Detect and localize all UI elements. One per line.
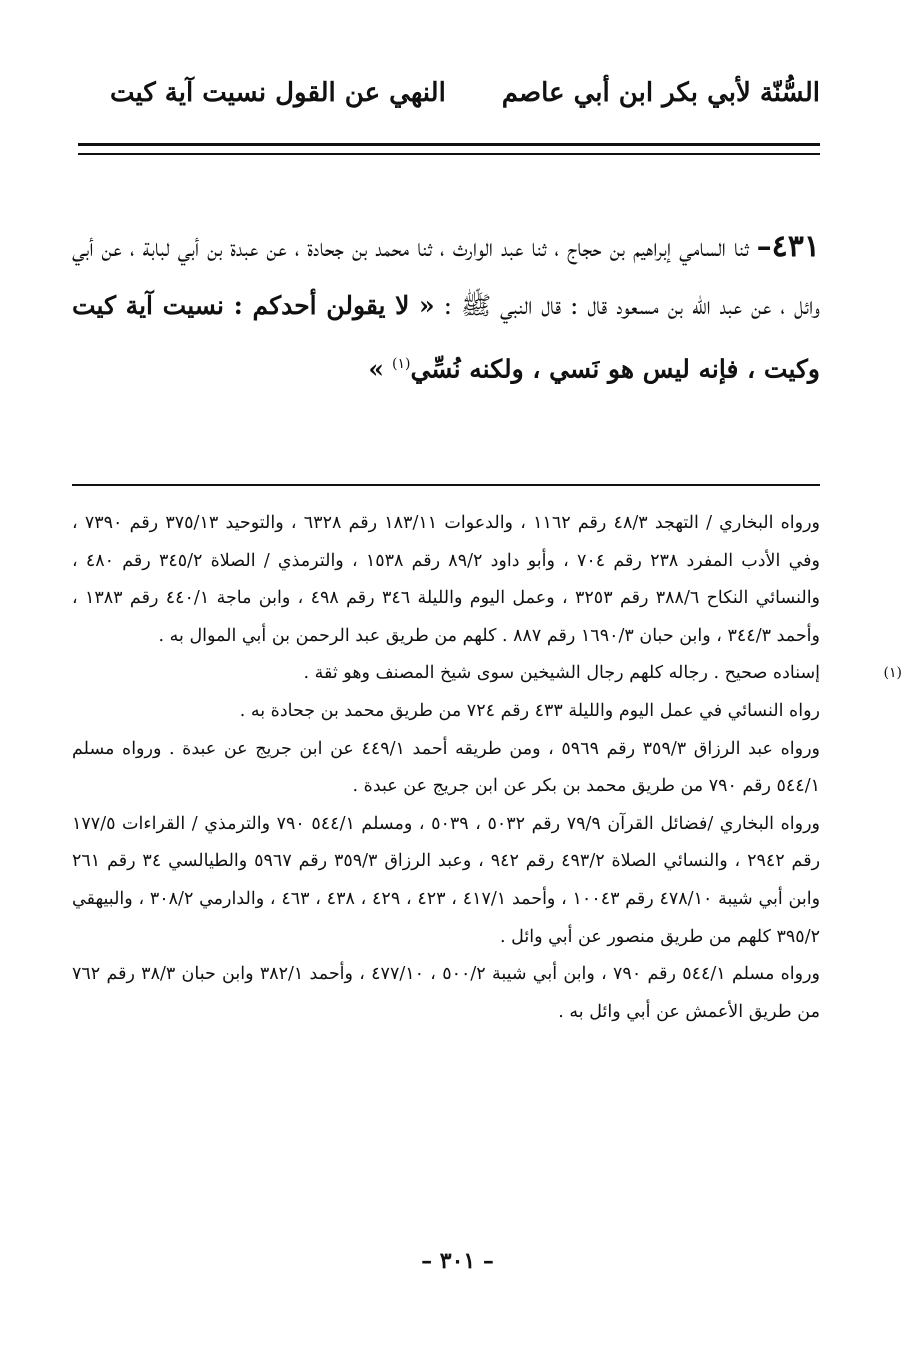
footnote-marker: (١) [883, 665, 902, 682]
hadith-dash: – [756, 229, 772, 264]
footnote-1-para-4: ورواه البخاري /فضائل القرآن ٧٩/٩ رقم ٥٠٣٢ ، ٥٠٣٩ ، ومسلم ٥٤٤/١ ٧٩٠ والترمذي / القراءات ١٧٧/٥ رقم ٢٩٤٢ ، والنسائي الصلاة ٤٩٣/٢ رقم ٩٤٢ ، وعبد الرزاق ٣٥٩/٣ رقم ٥٩٦٧ والطيالسي ٣٤ رقم ٢٦١ وابن أبي شيبة ٤٧٨/١٠ رقم ١٠٠٤٣ ، وأحمد ٤١٧/١ ، ٤٢٣ ، ٤٢٩ ، ٤٣٨ ، ٤٦٣ ، والدارمي ٣٠٨/٢ ، والبيهقي ٣٩٥/٢ كلهم من طريق منصور عن أبي وائل . [72, 813, 821, 947]
quote-close: » [368, 354, 385, 384]
footnote-1-para-3: ورواه عبد الرزاق ٣٥٩/٣ رقم ٥٩٦٩ ، ومن طريقه أحمد ٤٤٩/١ عن ابن جريج عن عبدة . ورواه مسلم ٥٤٤/١ رقم ٧٩٠ من طريق محمد بن بكر عن ابن جريج عن عبدة . [72, 738, 820, 797]
footnote-1-line-1 [72, 655, 902, 693]
footnote-1-para-2: رواه النسائي في عمل اليوم والليلة ٤٣٣ رقم ٧٢٤ من طريق محمد بن جحادة به . [239, 700, 820, 721]
chapter-title: النهي عن القول نسيت آية كيت [110, 78, 446, 108]
book-title: السُّنّة لأبي بكر ابن أبي عاصم [501, 78, 820, 108]
footnote-1-para-5: ورواه مسلم ٥٤٤/١ رقم ٧٩٠ ، وابن أبي شيبة ٥٠٠/٢ ، ٤٧٧/١٠ ، وأحمد ٣٨٢/١ وابن حبان ٣٨/٣ رقم ٧٦٢ من طريق الأعمش عن أبي وائل به . [72, 964, 821, 1022]
hadith-chain: ثنا السامي إبراهيم بن حجاج ، ثنا عبد الوارث ، ثنا محمد بن جحادة ، عن عبدة بن أبي لبابة ، عن أبي وائل ، عن عبد الله بن مسعود قال : قال النبي ﷺ : [72, 233, 821, 320]
footnote-reference: (١) [391, 356, 411, 372]
running-header [110, 68, 820, 118]
hadith-text [72, 218, 820, 398]
footnote-1-text: إسناده صحيح . رجاله كلهم رجال الشيخين سوى شيخ المصنف وهو ثقة . [303, 663, 820, 684]
prophet-saying: « لا يقولن أحدكم : نسيت آية كيت وكيت ، فإنه ليس هو نَسي ، ولكنه نُسِّي [72, 291, 820, 384]
previous-footnote-continuation: ورواه البخاري / التهجد ٤٨/٣ رقم ١١٦٢ ، والدعوات ١٨٣/١١ رقم ٦٣٢٨ ، والتوحيد ٣٧٥/١٣ رقم ٧٣٩٠ ، وفي الأدب المفرد ٢٣٨ رقم ٧٠٤ ، وأبو داود ٨٩/٢ رقم ١٥٣٨ ، والترمذي / الصلاة ٣٤٥/٢ رقم ٤٨٠ ، والنسائي النكاح ٣٨٨/٦ رقم ٣٢٥٣ ، وعمل اليوم والليلة ٣٤٦ رقم ٤٩٨ ، وابن ماجة ٤٤٠/١ رقم ١٣٨٣ ، وأحمد ٣٤٤/٣ ، وابن حبان ١٦٩٠/٣ رقم ٨٨٧ . كلهم من طريق عبد الرحمن بن أبي الموال به . [72, 513, 821, 646]
footnote-separator [72, 484, 820, 486]
footnotes [72, 505, 902, 1031]
hadith-number: ٤٣١ [771, 229, 820, 264]
header-rule-top [78, 143, 820, 146]
header-rule-bottom [78, 153, 820, 155]
page-number: – ٣٠١ – [421, 1248, 494, 1274]
